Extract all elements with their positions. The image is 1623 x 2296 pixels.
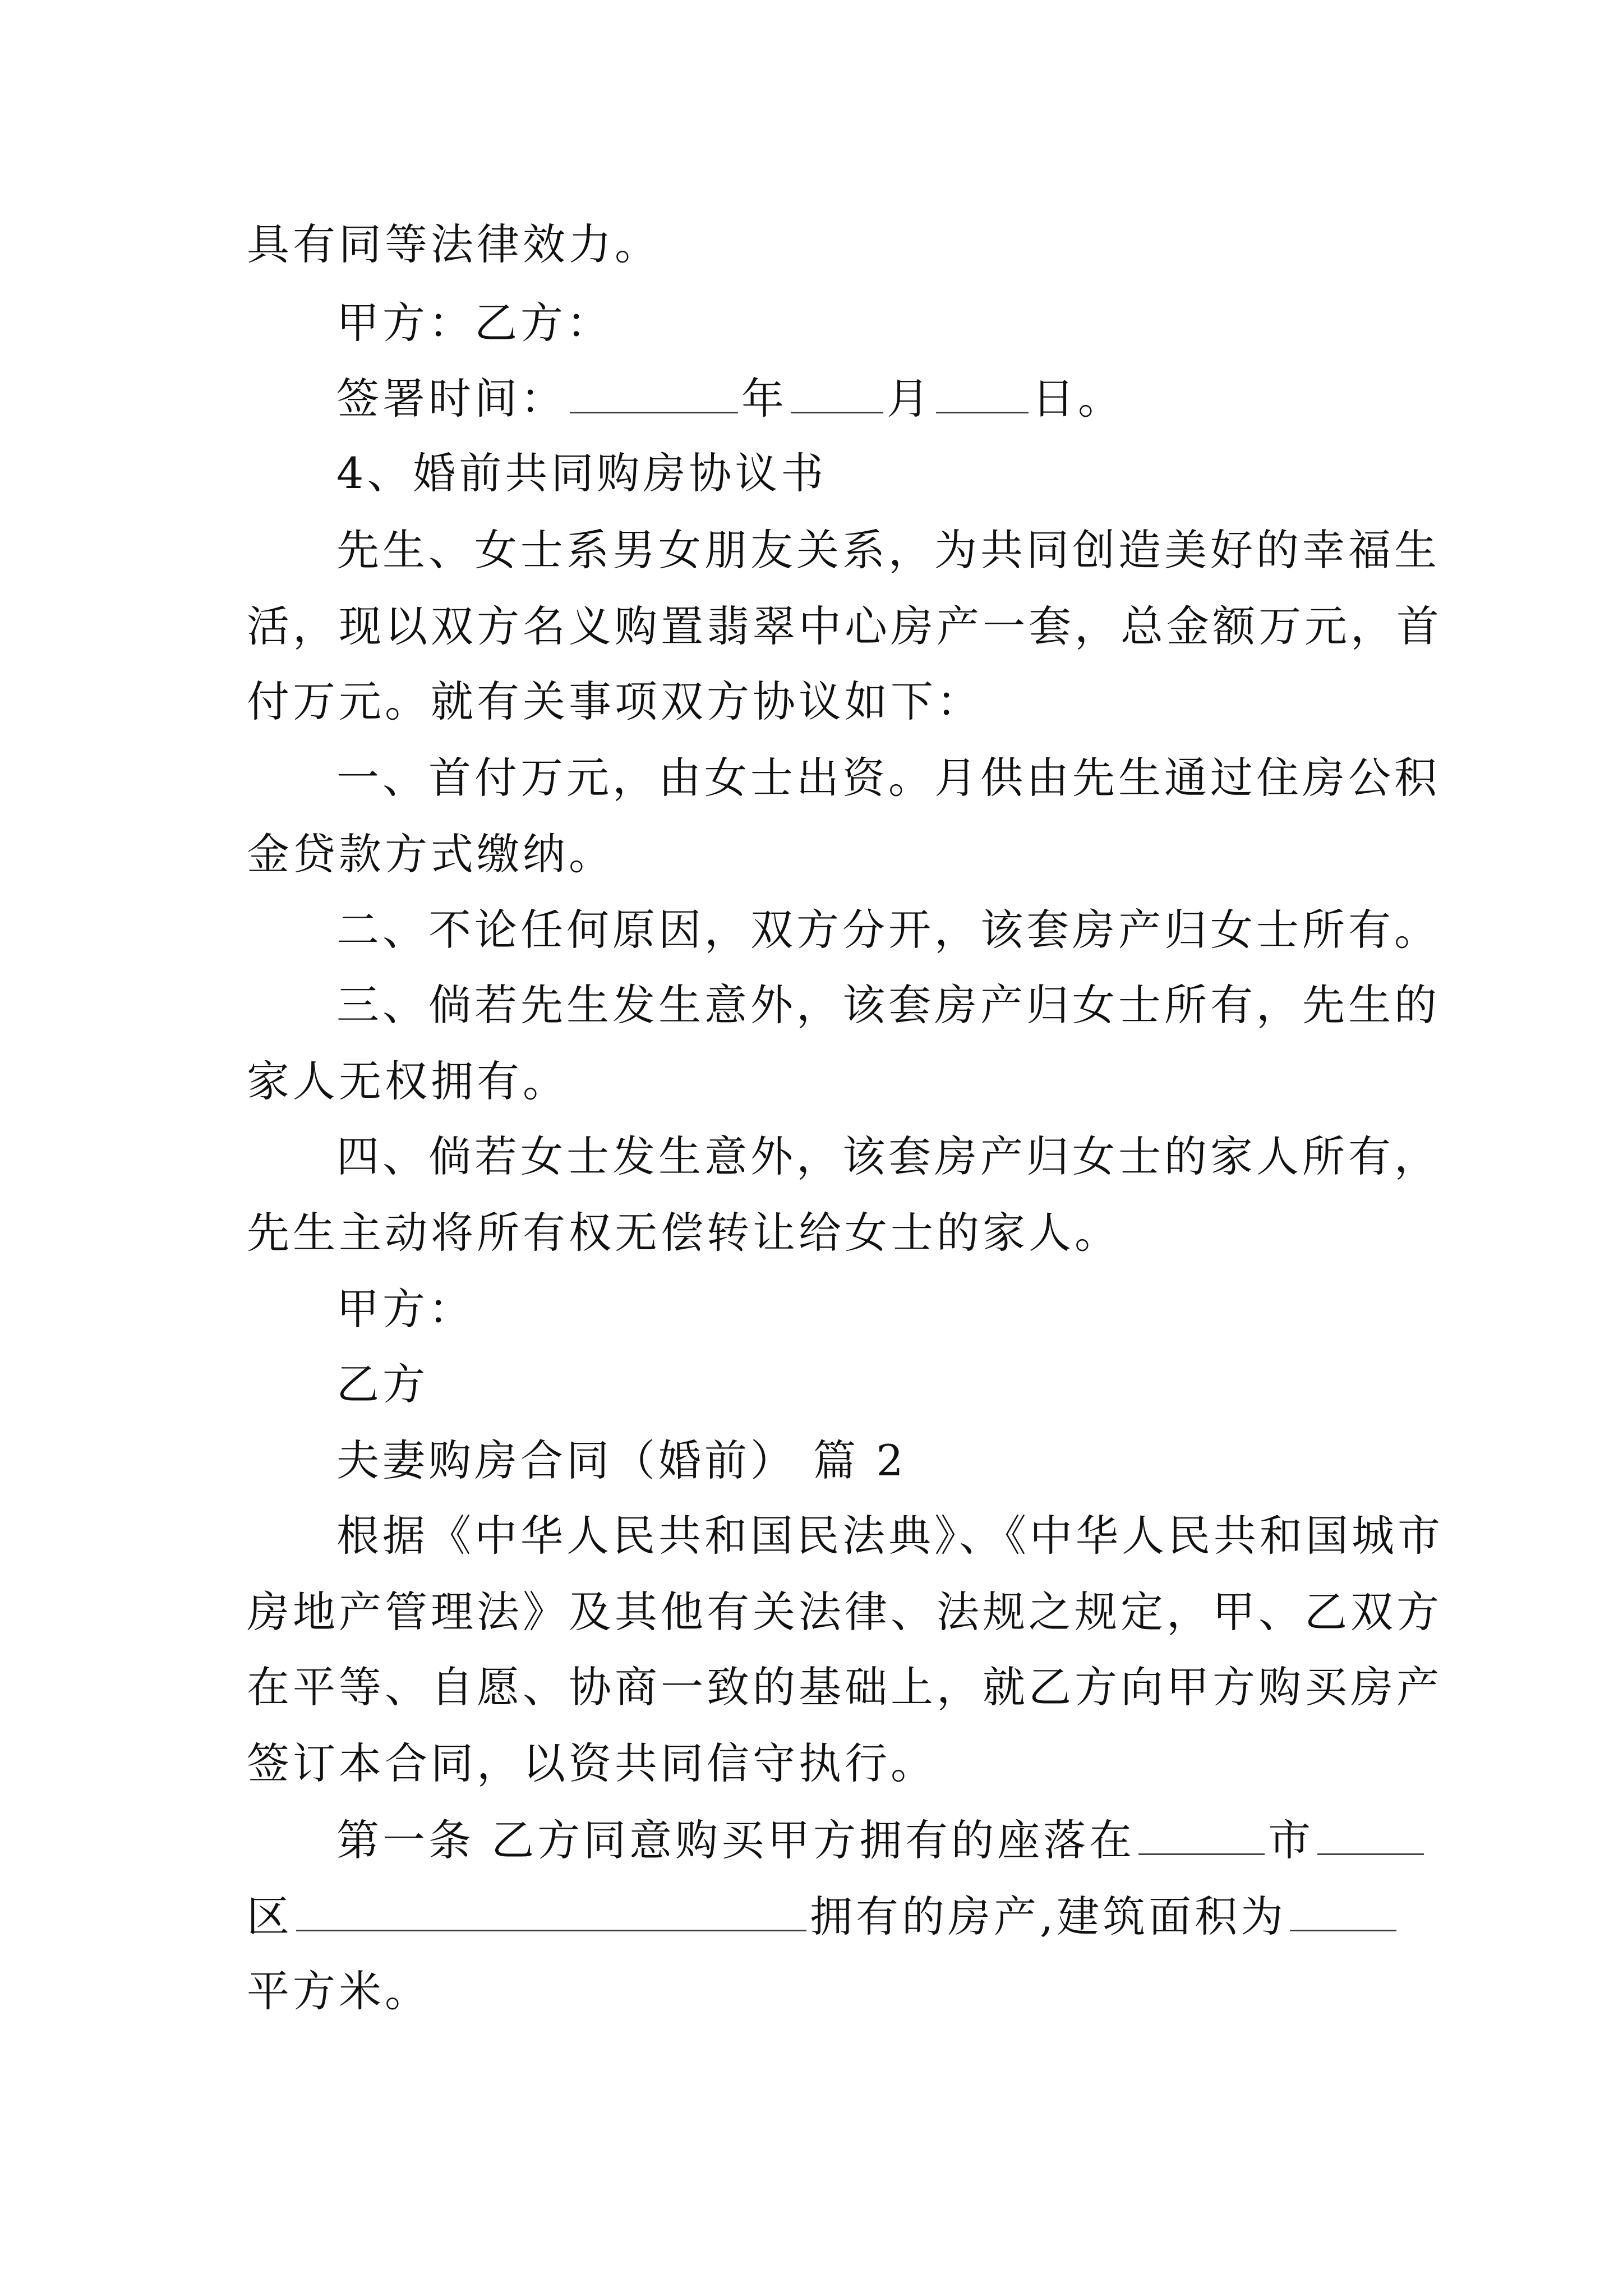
article-one-line-2 bbox=[247, 1892, 1400, 1941]
paragraph-line: 先生、女士系男女朋友关系，为共同创造美好的幸福生 bbox=[336, 525, 1440, 575]
article-one-prefix: 第一条 乙方同意购买甲方拥有的座落在 bbox=[336, 1815, 1136, 1865]
owned-property-label: 拥有的房产,建筑面积为 bbox=[810, 1892, 1287, 1941]
sign-date-label: 签署时间： bbox=[336, 374, 566, 424]
clause-line: 一、首付万元，由女士出资。月供由先生通过住房公积 bbox=[336, 753, 1440, 803]
clause-line: 金贷款方式缴纳。 bbox=[247, 829, 615, 879]
address-blank bbox=[296, 1894, 806, 1931]
paragraph-line: 具有同等法律效力。 bbox=[247, 219, 661, 269]
area-blank bbox=[1290, 1894, 1396, 1931]
party-b-label: 乙方 bbox=[336, 1359, 428, 1409]
section-heading: 4、婚前共同购房协议书 bbox=[336, 448, 827, 498]
month-blank bbox=[791, 376, 883, 413]
paragraph-line: 在平等、自愿、协商一致的基础上，就乙方向甲方购买房产 bbox=[247, 1662, 1442, 1712]
sign-date-line bbox=[336, 374, 1124, 424]
paragraph-line: 房地产管理法》及其他有关法律、法规之规定，甲、乙双方 bbox=[247, 1587, 1442, 1637]
paragraph-line: 付万元。就有关事项双方协议如下： bbox=[247, 677, 983, 726]
party-signature-line: 甲方：乙方： bbox=[336, 298, 612, 348]
day-blank bbox=[936, 376, 1029, 413]
paragraph-line: 根据《中华人民共和国民法典》、《中华人民共和国城市 bbox=[336, 1511, 1444, 1561]
clause-line: 家人无权拥有。 bbox=[247, 1056, 569, 1106]
district-label: 区 bbox=[247, 1892, 293, 1941]
year-blank bbox=[570, 376, 738, 413]
day-label: 日。 bbox=[1032, 374, 1124, 424]
article-one-line bbox=[336, 1815, 1427, 1865]
month-label: 月 bbox=[887, 374, 933, 424]
party-a-label: 甲方： bbox=[336, 1284, 474, 1334]
contract-heading: 夫妻购房合同（婚前） 篇 2 bbox=[336, 1435, 907, 1485]
year-label: 年 bbox=[741, 374, 787, 424]
clause-line: 三、倘若先生发生意外，该套房产归女士所有，先生的 bbox=[336, 980, 1440, 1030]
paragraph-line: 平方米。 bbox=[247, 1966, 431, 2016]
clause-line: 先生主动将所有权无偿转让给女士的家人。 bbox=[247, 1208, 1121, 1258]
city-label: 市 bbox=[1268, 1815, 1315, 1865]
district-blank bbox=[1317, 1818, 1424, 1855]
paragraph-line: 签订本合同，以资共同信守执行。 bbox=[247, 1738, 937, 1788]
clause-line: 二、不论任何原因，双方分开，该套房产归女士所有。 bbox=[336, 905, 1440, 955]
clause-line: 四、倘若女士发生意外，该套房产归女士的家人所有， bbox=[336, 1131, 1440, 1181]
city-blank bbox=[1138, 1818, 1265, 1855]
paragraph-line: 活，现以双方名义购置翡翠中心房产一套，总金额万元，首 bbox=[247, 601, 1442, 651]
